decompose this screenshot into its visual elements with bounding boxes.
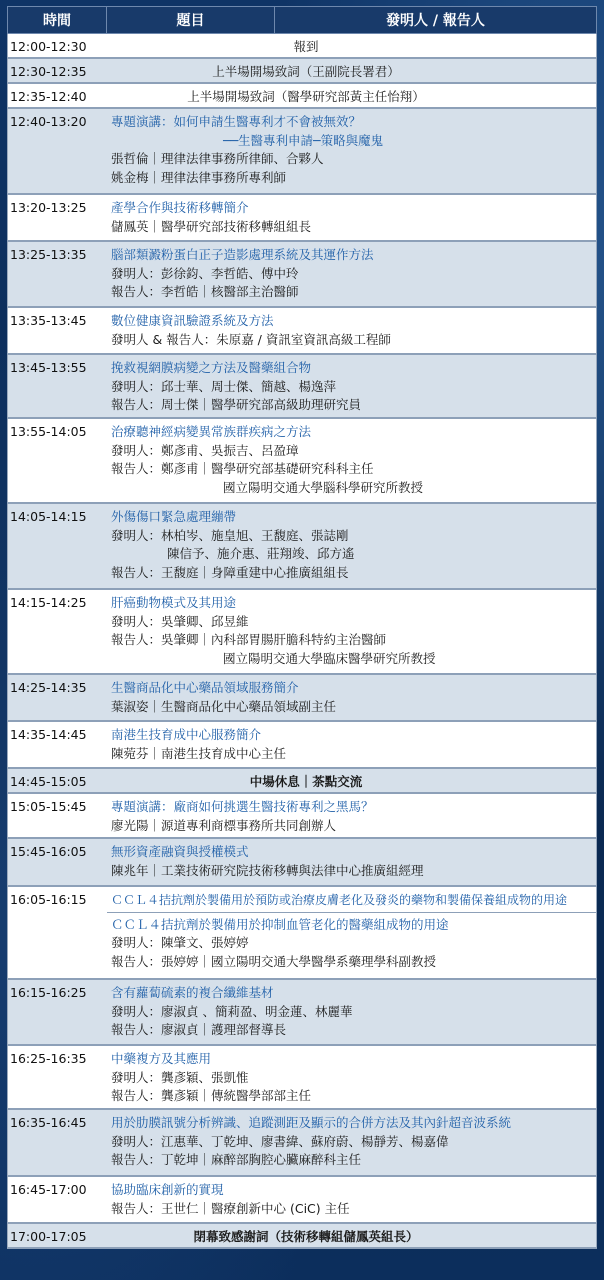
table-row [7,84,597,109]
session-title: 用於肋膜訊號分析辨識、追蹤測距及顯示的合併方法及其內針超音波系統 [111,1115,512,1130]
session-time: 16:15-16:25 [10,985,87,1000]
header-topic: 題目 [107,7,275,33]
session-text: 中場休息｜茶點交流 [249,774,363,789]
table-row [7,980,597,1046]
speaker-line: 發明人：龔彥穎、張凱惟 [111,1069,249,1085]
session-title: 治療聽神經病變異常族群疾病之方法 [111,424,312,439]
session-time: 14:25-14:35 [10,680,87,695]
table-row [7,59,597,84]
speaker-line: 發明人：陳肇文、張婷婷 [111,935,249,950]
table-row [7,1046,597,1110]
session-title: 腦部類澱粉蛋白正子造影處理系統及其運作方法 [111,247,374,262]
table-row [7,308,597,355]
session-title: 挽救視網膜病變之方法及醫藥組合物 [111,360,312,375]
table-row [7,675,597,722]
speaker-line: 姚金梅｜理律法律事務所專利師 [111,169,287,185]
session-subtitle: ──生醫專利申請─策略與魔鬼 [223,132,384,148]
header-time: 時間 [8,7,107,33]
table-row [7,195,597,242]
speaker-line: 發明人：廖淑貞 、簡莉盈、明金蓮、林麗華 [111,1003,353,1019]
table-row [7,887,597,980]
table-row [7,419,597,504]
speaker-line: 報告人：王世仁｜醫療創新中心 (CiC) 主任 [111,1200,350,1216]
session-time: 17:00-17:05 [10,1229,87,1244]
session-title: ＣＣＬ４拮抗劑於製備用於預防或治療皮膚老化及發炎的藥物和製備保養組成物的用途 [111,893,568,907]
session-time: 13:45-13:55 [10,360,87,375]
table-row [7,34,597,59]
session-time: 16:05-16:15 [10,892,87,907]
session-time: 12:30-12:35 [10,64,87,79]
table-row [7,590,597,675]
header-presenter: 發明人 / 報告人 [386,13,485,29]
speaker-line: 國立陽明交通大學臨床醫學研究所教授 [223,650,436,666]
table-row [7,794,597,839]
speaker-line: 報告人：王馥庭｜身障重建中心推廣組組長 [111,564,349,580]
session-time: 13:25-13:35 [10,247,87,262]
table-row [7,355,597,419]
speaker-line: 報告人：吳肇卿｜內科部胃腸肝膽科特約主治醫師 [111,632,387,647]
session-time: 13:20-13:25 [10,200,87,215]
speaker-line: 發明人：林柏岑、施皇旭、王馥庭、張誌剛 [111,527,349,543]
table-row [7,1177,597,1224]
speaker-line: 報告人：龔彥穎｜傳統醫學部部主任 [111,1088,312,1103]
session-time: 12:40-13:20 [10,114,87,129]
speaker-line: 報告人：周士傑｜醫學研究部高級助理研究員 [111,397,362,412]
session-time: 14:05-14:15 [10,509,87,524]
session-time: 16:35-16:45 [10,1115,87,1130]
speaker-line: 報告人：丁乾坤｜麻醉部胸腔心臟麻醉科主任 [111,1152,362,1167]
session-title: 南港生技育成中心服務簡介 [111,727,262,742]
session-time: 14:15-14:25 [10,595,87,610]
session-title: 數位健康資訊驗證系統及方法 [111,313,274,328]
table-row [7,1110,597,1177]
table-row [7,839,597,887]
speaker-line: 報告人：廖淑貞｜護理部督導長 [111,1022,287,1037]
session-time: 13:35-13:45 [10,313,87,328]
speaker-line: 陳信予、施介惠、莊翔竣、邱方遙 [167,546,355,561]
session-time: 13:55-14:05 [10,424,87,439]
session-title-2: ＣＣＬ４拮抗劑於製備用於抑制血管老化的醫藥組成物的用途 [107,912,596,935]
speaker-line: 報告人：鄭彥甫｜醫學研究部基礎研究科科主任 [111,461,374,476]
session-title: 無形資產融資與授權模式 [111,844,249,859]
session-time: 12:00-12:30 [10,39,87,54]
session-title: 肝癌動物模式及其用途 [111,595,237,610]
agenda-table [7,6,597,1249]
table-row [7,504,597,590]
speaker-line: 發明人：吳肇卿、邱昱維 [111,613,249,629]
session-text: 報到 [293,39,319,54]
session-title: 外傷傷口緊急處理繃帶 [111,509,237,524]
speaker-line: 報告人：李哲皓｜核醫部主治醫師 [111,284,299,299]
session-title: 含有蘿蔔硫素的複合纖維基材 [111,985,274,1000]
speaker-line: 發明人：鄭彥甫、吳振吉、呂盈璋 [111,442,299,458]
session-title: 專題演講：如何申請生醫專利才不會被無效？ [111,114,362,129]
speaker-line: 發明人 & 報告人：朱原嘉 / 資訊室資訊高級工程師 [111,331,391,347]
session-title: 中藥複方及其應用 [111,1051,212,1066]
speaker-line: 發明人：彭徐鈞、李哲皓、傅中玲 [111,265,299,281]
session-time: 15:05-15:45 [10,799,87,814]
session-time: 16:25-16:35 [10,1051,87,1066]
speaker-line: 國立陽明交通大學腦科學研究所教授 [223,479,424,495]
session-time: 16:45-17:00 [10,1182,87,1197]
speaker-line: 發明人：邱士華、周士傑、簡越、楊逸萍 [111,378,337,394]
session-text: 上半場開場致詞（王副院長署君） [212,64,400,79]
table-row [7,722,597,769]
table-row [7,769,597,794]
table-row [7,1224,597,1249]
speaker-line: 報告人：張婷婷｜國立陽明交通大學醫學系藥理學科副教授 [111,953,437,969]
session-time: 15:45-16:05 [10,844,87,859]
session-text: 上半場開場致詞（醫學研究部黃主任怡翔） [187,89,425,104]
table-header [7,6,597,34]
speaker-line: 陳兆年｜工業技術研究院技術移轉與法律中心推廣組經理 [111,862,424,878]
session-title: 產學合作與技術移轉簡介 [111,200,249,215]
speaker-line: 葉淑姿｜生醫商品化中心藥品領域副主任 [111,698,337,714]
speaker-line: 陳菀芬｜南港生技育成中心主任 [111,745,287,761]
speaker-line: 儲鳳英｜醫學研究部技術移轉組組長 [111,218,312,234]
session-time: 14:35-14:45 [10,727,87,742]
speaker-line: 廖光陽｜源道專利商標事務所共同創辦人 [111,817,337,833]
session-title: 生醫商品化中心藥品領域服務簡介 [111,680,299,695]
table-row [7,242,597,308]
speaker-line: 張哲倫｜理律法律事務所律師、合夥人 [111,151,324,166]
session-time: 12:35-12:40 [10,89,87,104]
table-row [7,109,597,195]
session-time: 14:45-15:05 [10,774,87,789]
session-title: 專題演講：廠商如何挑選生醫技術專利之黑馬？ [111,799,374,814]
session-title: 協助臨床創新的實現 [111,1182,224,1197]
session-text: 閉幕致感謝詞（技術移轉組儲鳳英組長） [193,1229,419,1244]
speaker-line: 發明人：江惠華、丁乾坤、廖書緯、蘇府蔚、楊靜芳、楊嘉偉 [111,1133,449,1149]
